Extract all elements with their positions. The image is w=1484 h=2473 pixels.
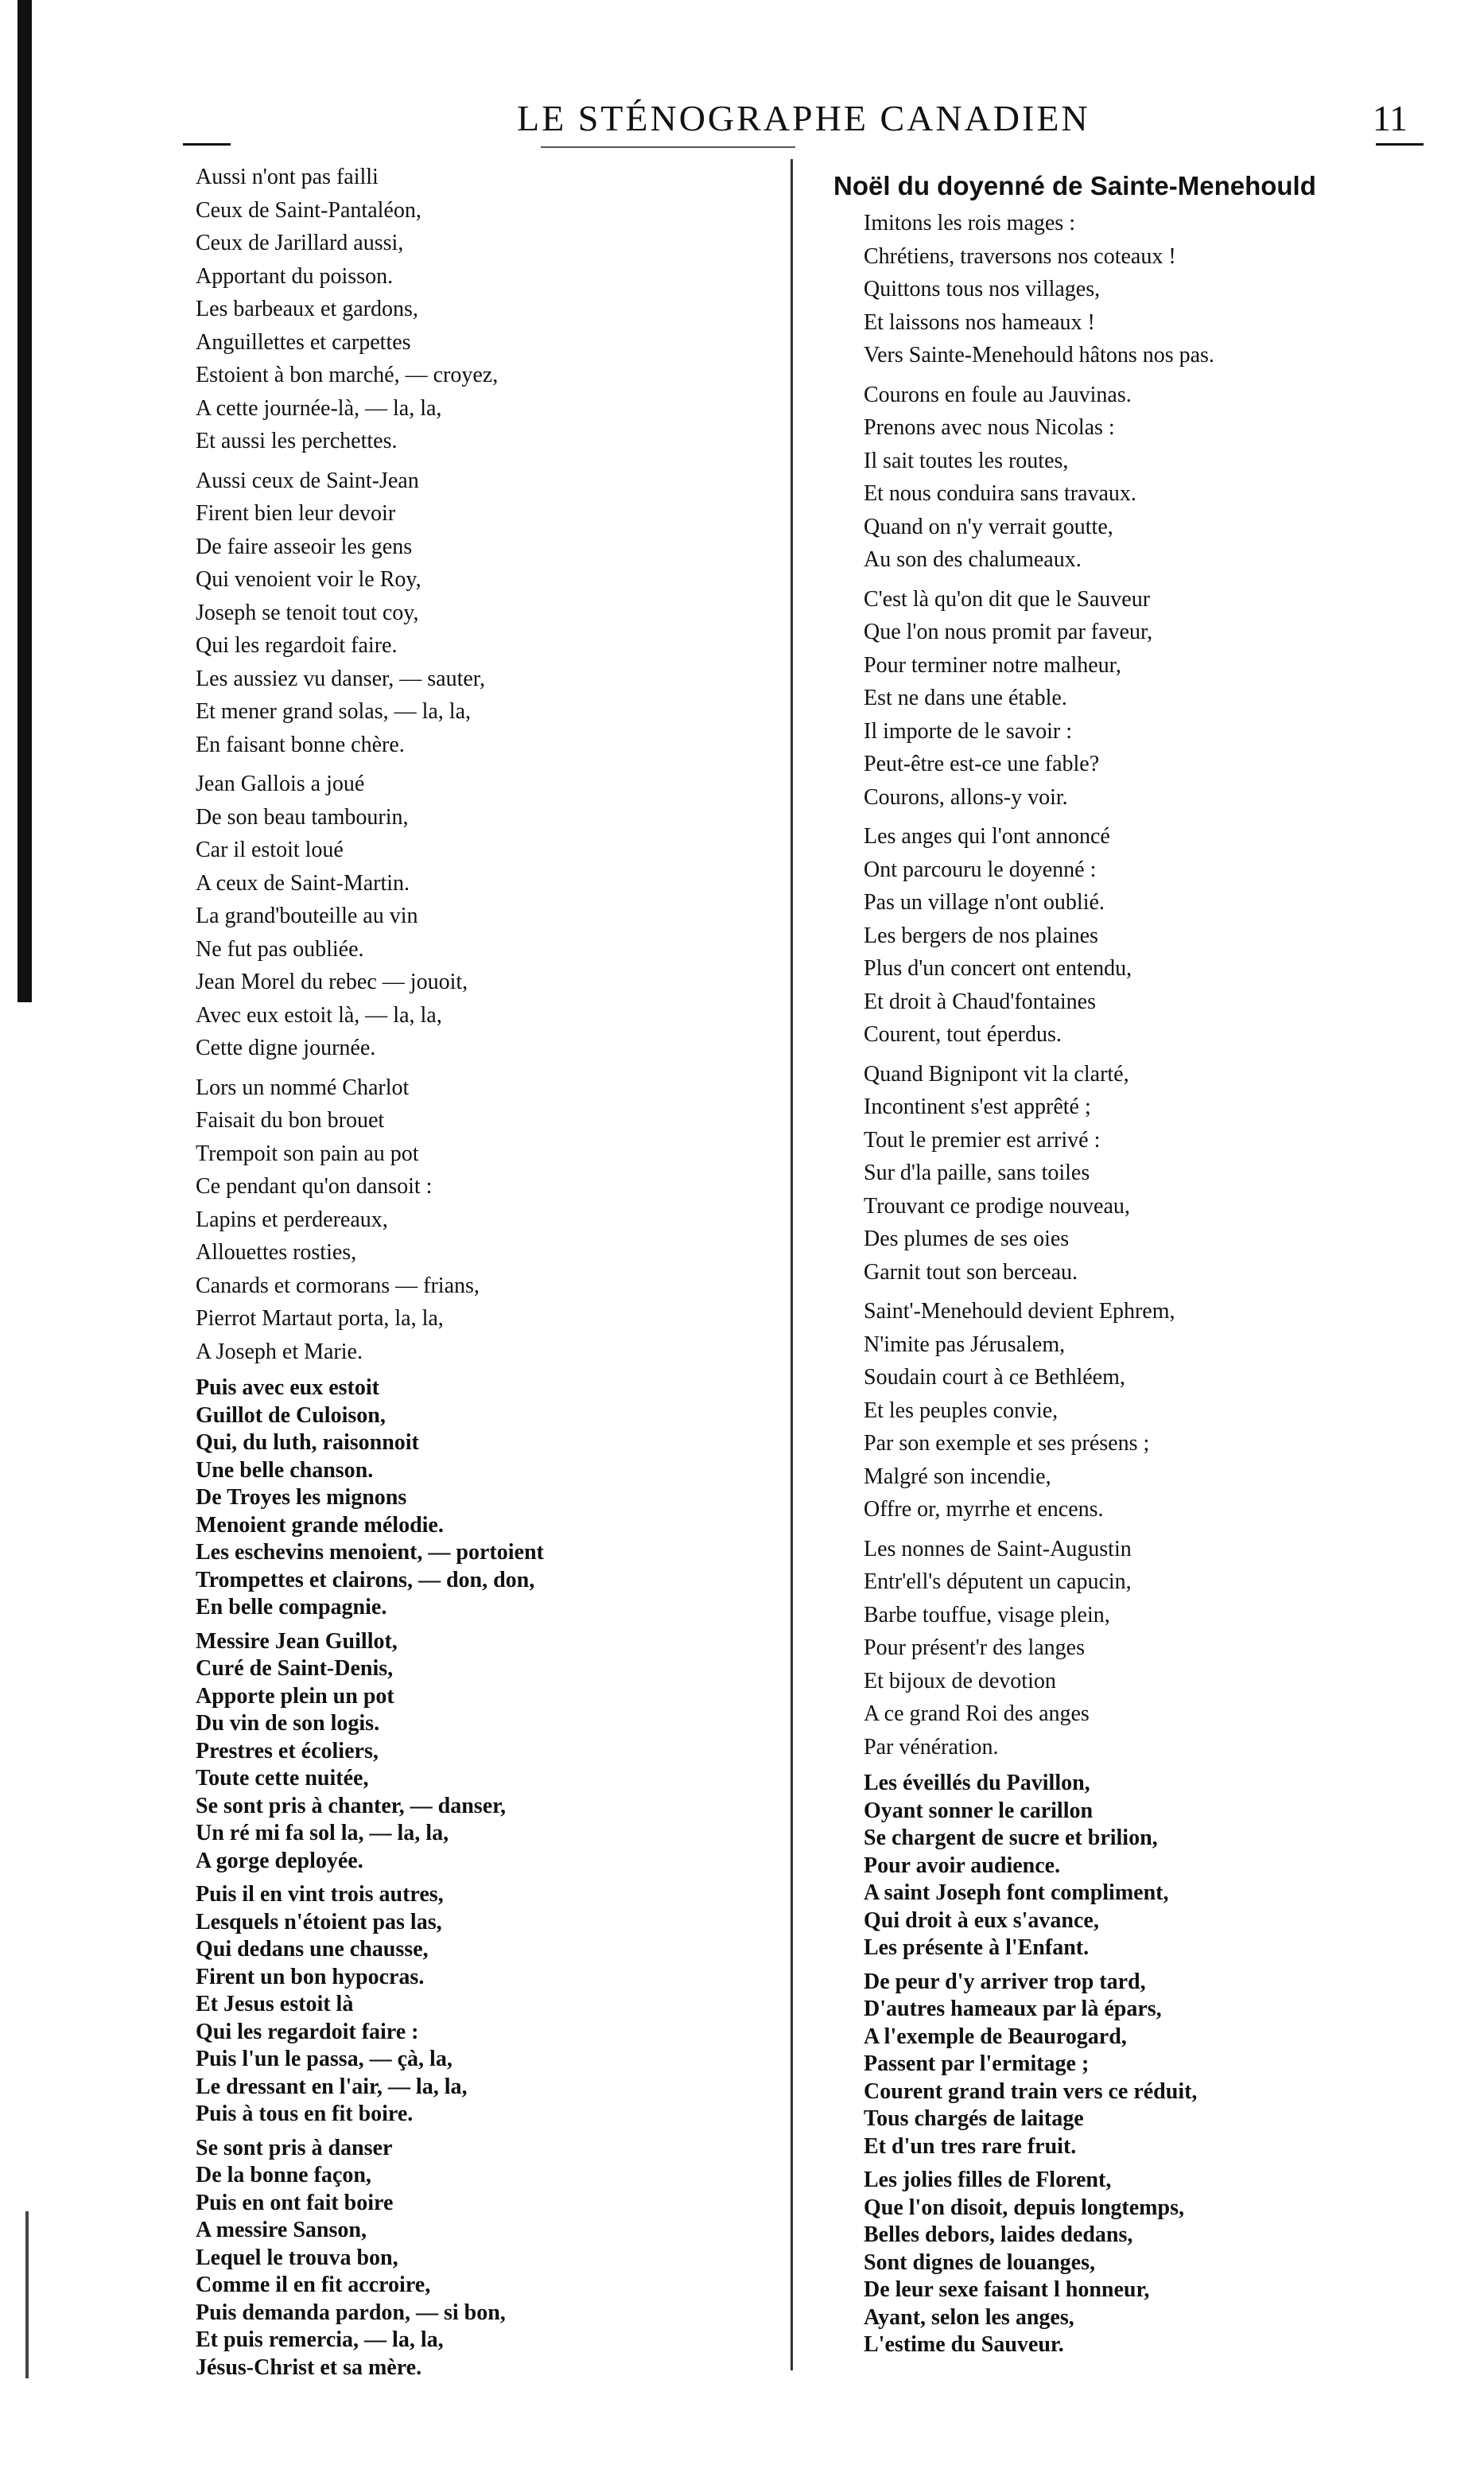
- stanza: [864, 583, 1436, 815]
- verse-line: Puis l'un le passa, — çà, la,: [196, 2047, 453, 2071]
- verse-line: Anguillettes et carpettes: [196, 329, 411, 355]
- header-rule-center: [541, 146, 795, 148]
- verse-line: Les jolies filles de Florent,: [864, 2168, 1112, 2192]
- verse-line: Trompettes et clairons, — don, don,: [196, 1567, 535, 1592]
- verse-line: Messire Jean Guillot,: [196, 1628, 398, 1654]
- verse-line: N'imite pas Jérusalem,: [864, 1332, 1066, 1357]
- verse-line: Courent grand train vers ce réduit,: [864, 2078, 1198, 2104]
- verse-line: Passent par l'ermitage ;: [864, 2051, 1090, 2076]
- verse-line: Soudain court à ce Bethléem,: [864, 1365, 1125, 1390]
- verse-line: A gorge deployée.: [196, 1848, 363, 1873]
- stanza: [864, 820, 1436, 1052]
- verse-line: Lesquels n'étoient pas las,: [196, 1909, 442, 1934]
- journal-title: LE STÉNOGRAPHE CANADIEN: [517, 98, 1090, 138]
- verse-line: Courons en foule au Jauvinas.: [864, 382, 1132, 407]
- verse-line: Saint'-Menehould devient Ephrem,: [864, 1299, 1175, 1324]
- verse-line: Qui les regardoit faire :: [196, 2019, 419, 2044]
- verse-line: D'autres hameaux par là épars,: [864, 1997, 1162, 2021]
- stanza: [864, 207, 1436, 372]
- verse-line: Et aussi les perchettes.: [196, 429, 398, 453]
- verse-line: Menoient grande mélodie.: [196, 1512, 444, 1538]
- verse-line: Apporte plein un pot: [196, 1683, 394, 1709]
- verse-line: Les bergers de nos plaines: [864, 923, 1098, 948]
- verse-line: Prestres et écoliers,: [196, 1738, 379, 1763]
- verse-line: Puis avec eux estoit: [196, 1375, 379, 1400]
- verse-line: Trempoit son pain au pot: [196, 1141, 419, 1166]
- verse-line: Malgré son incendie,: [864, 1464, 1051, 1489]
- verse-line: Plus d'un concert ont entendu,: [864, 956, 1132, 981]
- stanza: [864, 1969, 1436, 2161]
- verse-line: Pour avoir audience.: [864, 1853, 1061, 1878]
- verse-line: Tous chargés de laitage: [864, 2106, 1084, 2131]
- verse-line: Se sont pris à danser: [196, 2135, 393, 2160]
- stanza: [196, 1375, 752, 1622]
- stanza: [864, 2167, 1436, 2359]
- verse-line: A ceux de Saint-Martin.: [196, 870, 410, 896]
- verse-line: Qui dedans une chausse,: [196, 1937, 429, 1962]
- stanza: [196, 2135, 752, 2382]
- verse-line: Des plumes de ses oies: [864, 1227, 1070, 1251]
- verse-line: Lapins et perdereaux,: [196, 1207, 388, 1232]
- verse-line: Ne fut pas oubliée.: [196, 936, 364, 962]
- verse-line: Ont parcouru le doyenné :: [864, 857, 1097, 882]
- verse-line: Puis il en vint trois autres,: [196, 1882, 444, 1907]
- header-rule-left: [183, 143, 231, 146]
- verse-line: Que l'on nous promit par faveur,: [864, 620, 1153, 644]
- verse-line: De leur sexe faisant l honneur,: [864, 2277, 1150, 2302]
- verse-line: Canards et cormorans — frians,: [196, 1273, 480, 1298]
- verse-line: Se chargent de sucre et brilion,: [864, 1826, 1158, 1850]
- verse-line: Estoient à bon marché, — croyez,: [196, 363, 499, 387]
- verse-line: Jean Morel du rebec — jouoit,: [196, 970, 468, 994]
- stanza: [196, 1881, 752, 2129]
- verse-line: Cette digne journée.: [196, 1036, 376, 1060]
- verse-line: Curé de Saint-Denis,: [196, 1656, 394, 1681]
- stanza: [864, 379, 1436, 577]
- stanza: [196, 1071, 752, 1369]
- verse-line: A Joseph et Marie.: [196, 1339, 363, 1364]
- verse-line: Les anges qui l'ont annoncé: [864, 824, 1110, 849]
- verse-line: Le dressant en l'air, — la, la,: [196, 2074, 468, 2099]
- verse-line: Puis demanda pardon, — si bon,: [196, 2300, 506, 2325]
- verse-line: Les eschevins menoient, — portoient: [196, 1540, 544, 1565]
- verse-line: Toute cette nuitée,: [196, 1766, 369, 1791]
- verse-line: Par vénération.: [864, 1734, 999, 1759]
- verse-line: Puis en ont fait boire: [196, 2190, 394, 2215]
- verse-line: Aussi n'ont pas failli: [196, 165, 379, 189]
- verse-line: Se sont pris à chanter, — danser,: [196, 1793, 506, 1818]
- verse-line: Aussi ceux de Saint-Jean: [196, 468, 419, 493]
- verse-line: C'est là qu'on dit que le Sauveur: [864, 586, 1151, 612]
- song-title: Noël du doyenné de Sainte-Menehould: [833, 171, 1316, 200]
- verse-line: Au son des chalumeaux.: [864, 547, 1082, 572]
- verse-line: Les éveillés du Pavillon,: [864, 1771, 1090, 1795]
- verse-line: Garnit tout son berceau.: [864, 1259, 1078, 1285]
- verse-line: Incontinent s'est apprêté ;: [864, 1095, 1091, 1119]
- header-rule-right: [1376, 143, 1424, 146]
- page-number: 11: [1372, 98, 1408, 138]
- verse-line: Belles debors, laides dedans,: [864, 2222, 1133, 2247]
- verse-line: Les barbeaux et gardons,: [196, 297, 418, 321]
- verse-line: De son beau tambourin,: [196, 804, 409, 830]
- verse-line: Allouettes rosties,: [196, 1240, 357, 1265]
- verse-line: Lequel le trouva bon,: [196, 2245, 398, 2270]
- verse-line: Tout le premier est arrivé :: [864, 1127, 1101, 1153]
- verse-line: Offre or, myrrhe et encens.: [864, 1497, 1104, 1522]
- verse-line: Et mener grand solas, — la, la,: [196, 699, 472, 724]
- stanza: [196, 768, 752, 1065]
- scan-binding-edge: [17, 0, 32, 1002]
- verse-line: Et laissons nos hameaux !: [864, 309, 1095, 335]
- verse-line: Avec eux estoit là, — la, la,: [196, 1002, 442, 1028]
- verse-line: A messire Sanson,: [196, 2218, 367, 2242]
- verse-line: Jésus-Christ et sa mère.: [196, 2354, 422, 2380]
- verse-line: Comme il en fit accroire,: [196, 2273, 431, 2297]
- verse-line: Oyant sonner le carillon: [864, 1798, 1094, 1823]
- verse-line: Les aussiez vu danser, — sauter,: [196, 666, 485, 691]
- verse-line: Prenons avec nous Nicolas :: [864, 415, 1115, 440]
- verse-line: Ceux de Jarillard aussi,: [196, 231, 404, 255]
- verse-line: Et les peuples convie,: [864, 1398, 1059, 1423]
- verse-line: En belle compagnie.: [196, 1595, 387, 1620]
- verse-line: L'estime du Sauveur.: [864, 2332, 1064, 2357]
- verse-line: Et Jesus estoit là: [196, 1992, 354, 2016]
- verse-line: Vers Sainte-Menehould hâtons nos pas.: [864, 343, 1214, 367]
- verse-line: Et nous conduira sans travaux.: [864, 481, 1136, 506]
- verse-line: Lors un nommé Charlot: [196, 1075, 410, 1100]
- verse-line: Joseph se tenoit tout coy,: [196, 600, 419, 625]
- verse-line: De faire asseoir les gens: [196, 534, 413, 559]
- verse-line: Ayant, selon les anges,: [864, 2304, 1074, 2330]
- verse-line: Courons, allons-y voir.: [864, 784, 1068, 810]
- verse-line: Il sait toutes les routes,: [864, 448, 1069, 473]
- verse-line: Il importe de le savoir :: [864, 718, 1073, 744]
- verse-line: Faisait du bon brouet: [196, 1108, 385, 1133]
- verse-line: Ce pendant qu'on dansoit :: [196, 1174, 433, 1199]
- verse-line: Pour terminer notre malheur,: [864, 652, 1121, 678]
- verse-line: Qui venoient voir le Roy,: [196, 567, 422, 592]
- verse-line: Trouvant ce prodige nouveau,: [864, 1193, 1130, 1219]
- verse-line: A ce grand Roi des anges: [864, 1701, 1090, 1726]
- verse-line: Quand Bignipont vit la clarté,: [864, 1061, 1129, 1087]
- verse-line: Un ré mi fa sol la, — la, la,: [196, 1821, 449, 1845]
- verse-line: Et d'un tres rare fruit.: [864, 2133, 1077, 2159]
- verse-line: Sur d'la paille, sans toiles: [864, 1161, 1090, 1185]
- left-column: [196, 161, 752, 2388]
- verse-line: Quittons tous nos villages,: [864, 277, 1101, 301]
- verse-line: Pour présent'r des langes: [864, 1635, 1085, 1660]
- verse-line: Firent bien leur devoir: [196, 501, 396, 526]
- verse-line: Sont dignes de louanges,: [864, 2249, 1095, 2275]
- verse-line: Pierrot Martaut porta, la, la,: [196, 1306, 444, 1331]
- verse-line: Que l'on disoit, depuis longtemps,: [864, 2195, 1184, 2220]
- verse-line: Une belle chanson.: [196, 1457, 374, 1483]
- stanza: [864, 1770, 1436, 1962]
- verse-line: Guillot de Culoison,: [196, 1402, 386, 1428]
- stanza: [196, 465, 752, 762]
- verse-line: De la bonne façon,: [196, 2163, 371, 2187]
- verse-line: Qui les regardoit faire.: [196, 633, 398, 658]
- verse-line: Les présente à l'Enfant.: [864, 1935, 1090, 1960]
- verse-line: Est ne dans une étable.: [864, 686, 1067, 710]
- verse-line: Jean Gallois a joué: [196, 772, 365, 796]
- verse-line: Ceux de Saint-Pantaléon,: [196, 197, 422, 223]
- verse-line: Firent un bon hypocras.: [196, 1964, 425, 1989]
- verse-line: En faisant bonne chère.: [196, 732, 405, 757]
- verse-line: De Troyes les mignons: [196, 1485, 407, 1510]
- verse-line: Par son exemple et ses présens ;: [864, 1431, 1150, 1456]
- verse-line: Qui droit à eux s'avance,: [864, 1907, 1099, 1933]
- verse-line: Chrétiens, traversons nos coteaux !: [864, 243, 1176, 269]
- verse-line: A cette journée-là, — la, la,: [196, 395, 442, 421]
- column-divider: [791, 159, 793, 2370]
- verse-line: Du vin de son logis.: [196, 1711, 380, 1736]
- verse-line: Pas un village n'ont oublié.: [864, 890, 1105, 915]
- verse-line: La grand'bouteille au vin: [196, 904, 418, 928]
- verse-line: Imitons les rois mages :: [864, 211, 1075, 235]
- verse-line: De peur d'y arriver trop tard,: [864, 1969, 1146, 1994]
- verse-line: Et droit à Chaud'fontaines: [864, 989, 1096, 1014]
- verse-line: Barbe touffue, visage plein,: [864, 1602, 1110, 1627]
- scan-binding-edge-lower: [25, 2211, 29, 2378]
- stanza: [864, 1295, 1436, 1526]
- verse-line: Quand on n'y verrait goutte,: [864, 514, 1113, 539]
- page-header: [167, 94, 1424, 157]
- verse-line: Les nonnes de Saint-Augustin: [864, 1536, 1132, 1561]
- verse-line: Entr'ell's députent un capucin,: [864, 1569, 1132, 1594]
- verse-line: Qui, du luth, raisonnoit: [196, 1430, 419, 1455]
- verse-line: A saint Joseph font compliment,: [864, 1880, 1169, 1905]
- verse-line: Car il estoit loué: [196, 838, 344, 862]
- verse-line: Puis à tous en fit boire.: [196, 2102, 414, 2126]
- stanza: [864, 1533, 1436, 1764]
- verse-line: Et puis remercia, — la, la,: [196, 2327, 444, 2352]
- right-column: [833, 165, 1436, 2366]
- stanza: [196, 161, 752, 458]
- verse-line: Apportant du poisson.: [196, 263, 394, 289]
- verse-line: Peut-être est-ce une fable?: [864, 752, 1100, 776]
- verse-line: Courent, tout éperdus.: [864, 1022, 1062, 1047]
- stanza: [864, 1058, 1436, 1289]
- stanza: [196, 1628, 752, 1876]
- verse-line: Et bijoux de devotion: [864, 1668, 1056, 1693]
- verse-line: A l'exemple de Beaurogard,: [864, 2024, 1127, 2049]
